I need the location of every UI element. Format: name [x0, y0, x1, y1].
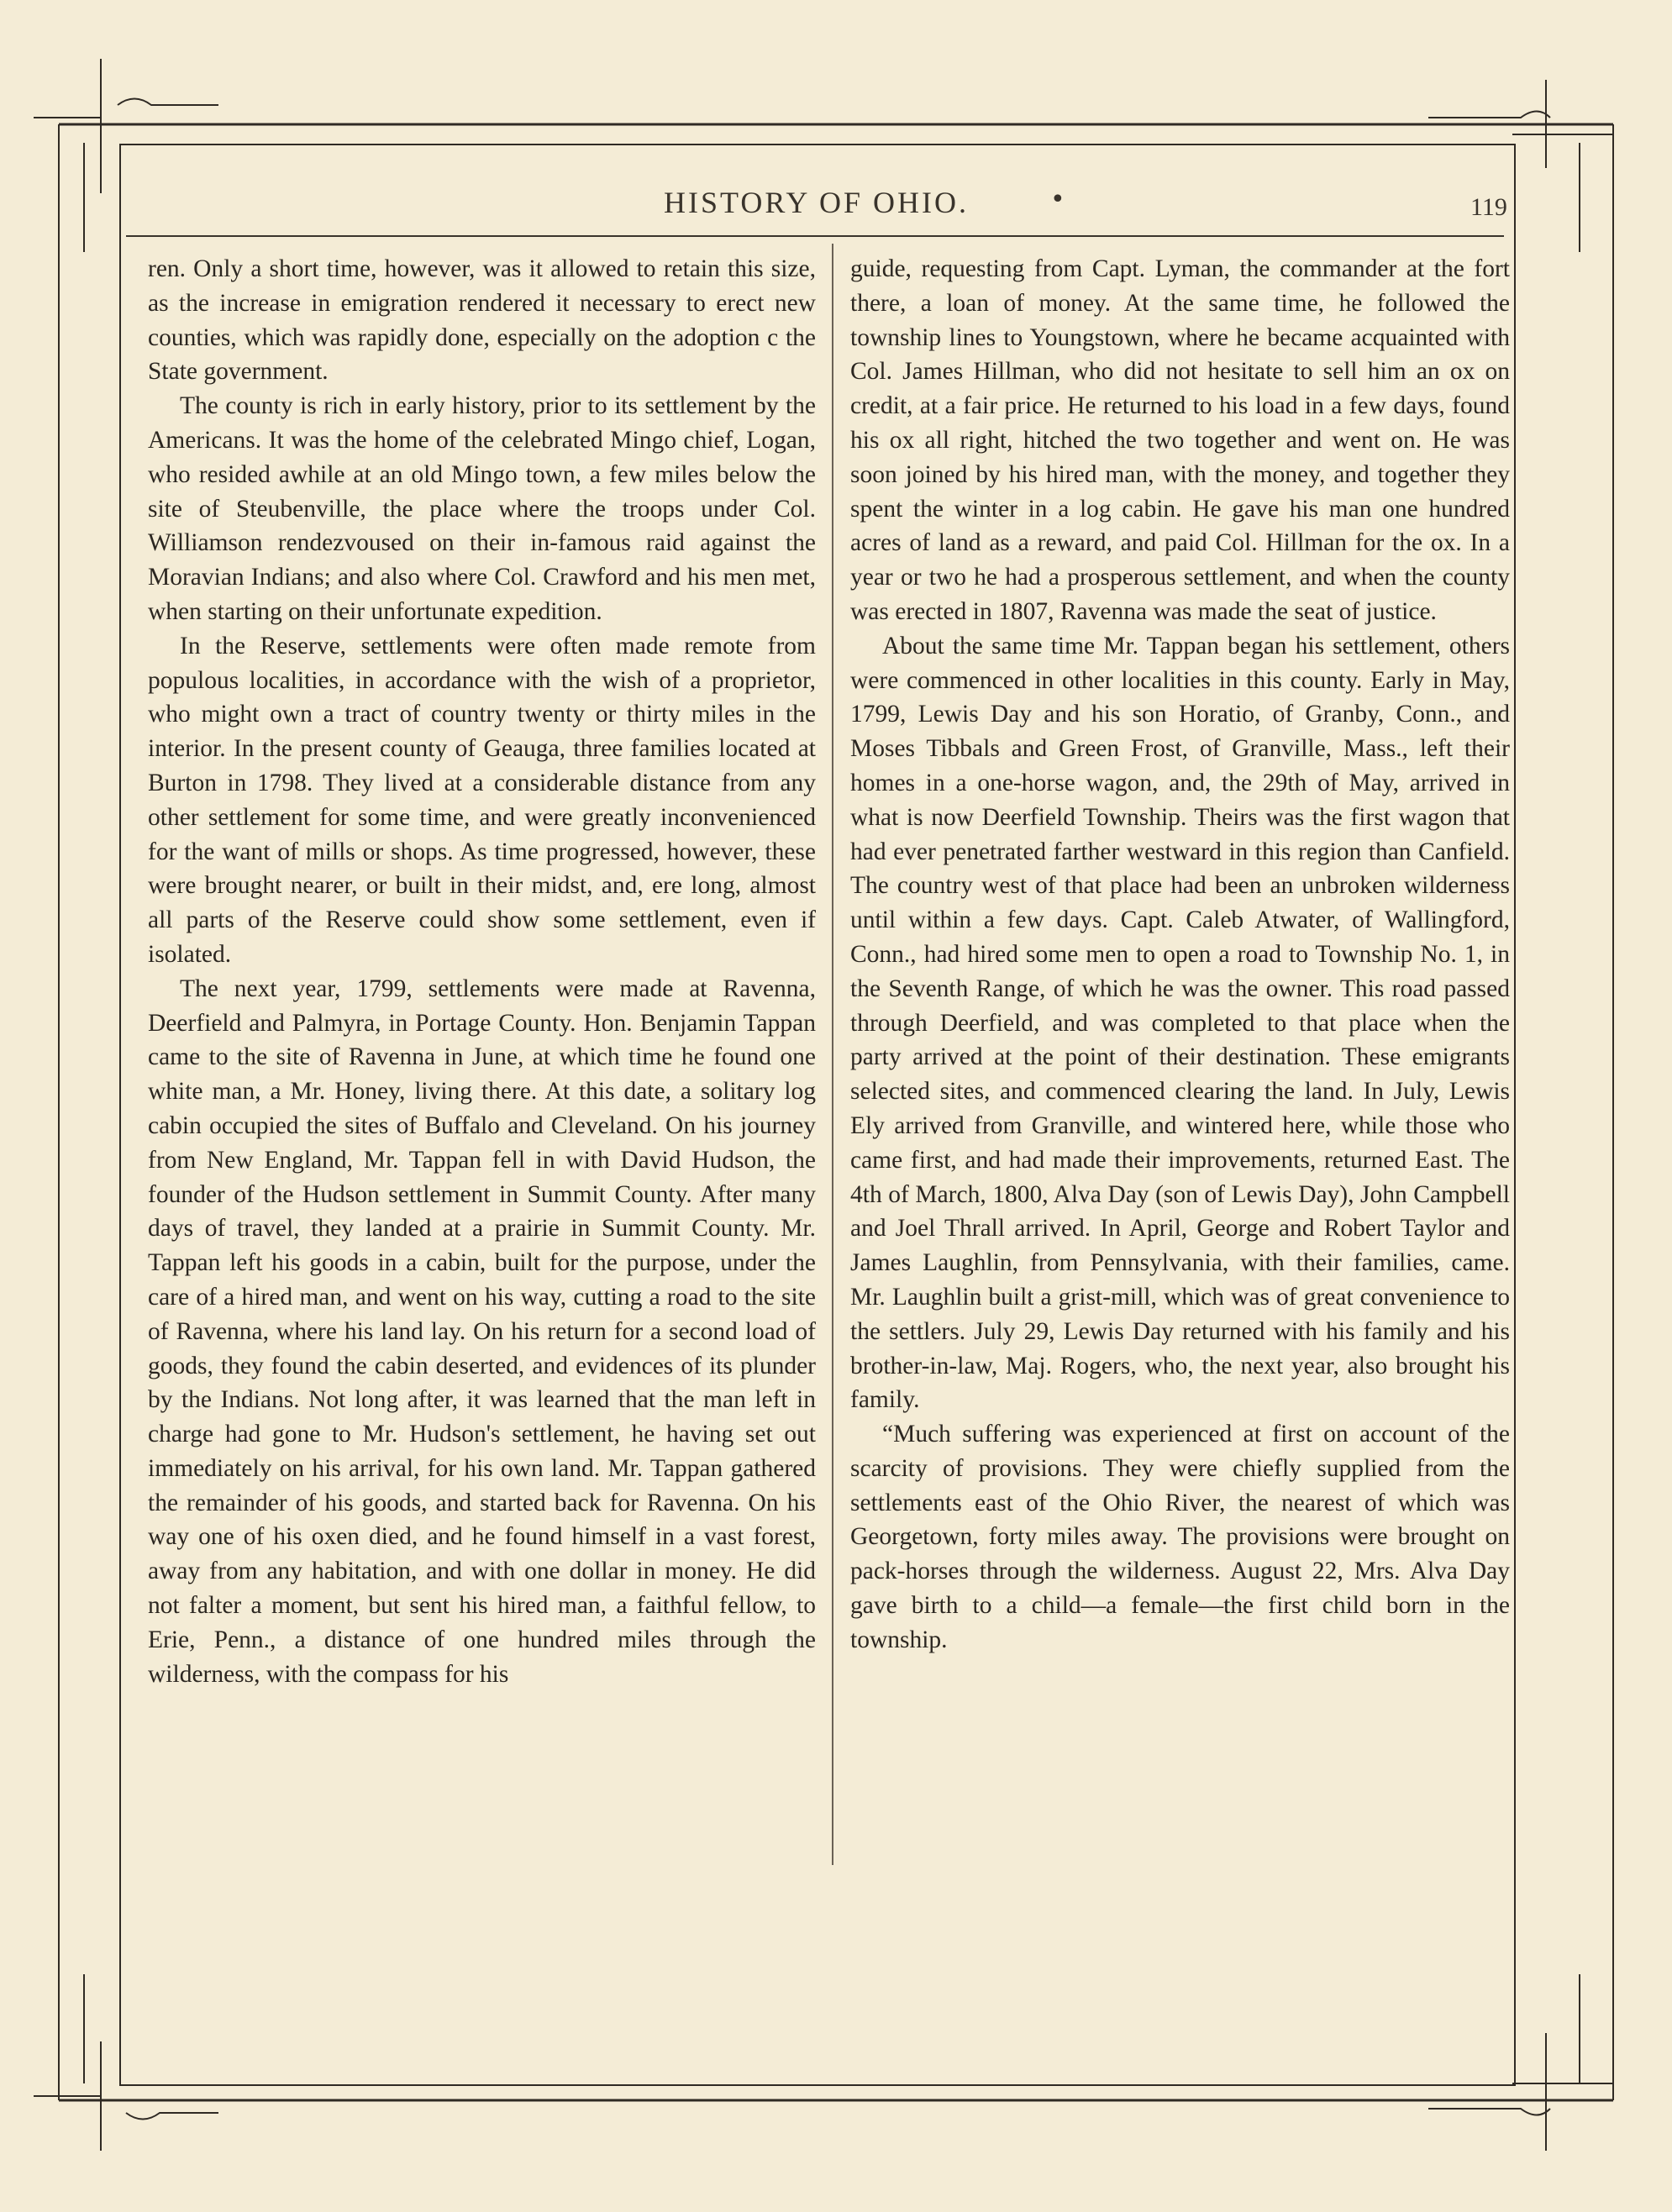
paragraph: About the same time Mr. Tappan began his settlement, others were commenced in other localities in this county. Early in May, 1799, Lewis Day and his son Horatio, of Granby, Conn., and Moses Tibbals and Green Frost, of Granville, Mass., left their homes in a one-horse wagon, and, the 29th of May, arrived in what is now Deerfield Township. Theirs was the first wagon that had ever penetrated farther westward in this region than Canfield. The country west of that place had been an unbroken wilderness until within a few days. Capt. Caleb Atwater, of Wallingford, Conn., had hired some men to open a road to Township No. 1, in the Seventh Range, of which he was the owner. This road passed through Deerfield, and was completed to that place when the party arrived at the point of their destination. These emigrants selected sites, and commenced clearing the land. In July, Lewis Ely arrived from Granville, and wintered here, while those who came first, and had made their improvements, returned East. The 4th of March, 1800, Alva Day (son of Lewis Day), John Campbell and Joel Thrall arrived. In April, George and Robert Taylor and James Laughlin, from Pennsylvania, with their families, came. Mr. Laughlin built a grist-mill, which was of great convenience to the settlers. July 29, Lewis Day returned with his family and his brother-in-law, Maj. Rogers, who, the next year, also brought his family. — [850, 632, 1510, 1414]
column-divider — [832, 244, 833, 1865]
paragraph: The county is rich in early history, prior to its settlement by the Americans. It was the home of the celebrated Mingo chief, Logan, who resided awhile at an old Mingo town, a few miles below the site of Steubenville, the place where the troops under Col. Williamson rendezvoused on their in-famous raid against the Moravian Indians; and also where Col. Crawford and his men met, when starting on their unfortunate expedition. — [148, 392, 816, 625]
paragraph: ren. Only a short time, however, was it allowed to retain this size, as the increase in emigration rendered it necessary to erect new counties, which was rapidly done, especially on the adoption c the State government. — [148, 255, 816, 386]
running-header — [126, 185, 1507, 235]
paragraph: “Much suffering was experienced at first on account of the scarcity of provisions. They were chiefly supplied from the settlements east of the Ohio River, the nearest of which was Georgetown, forty miles away. The provisions were brought on pack-horses through the wilderness. August 22, Mrs. Alva Day gave birth to a child—a female—the first child born in the township. — [850, 1421, 1510, 1653]
paragraph: In the Reserve, settlements were often made remote from populous localities, in accordance with the wish of a proprietor, who might own a tract of country twenty or thirty miles in the interior. In the present county of Geauga, three families located at Burton in 1798. They lived at a considerable distance from any other settlement for some time, and were greatly inconvenienced for the want of mills or shops. As time progressed, however, these were brought nearer, or built in their midst, and, ere long, almost all parts of the Reserve could show some settlement, even if isolated. — [148, 632, 816, 968]
left-column — [148, 252, 816, 1865]
page-number: 119 — [1470, 193, 1507, 221]
corner-flourish-bottom-right — [1512, 2033, 1613, 2151]
header-rule — [126, 235, 1504, 237]
header-bullet: • — [1050, 185, 1065, 214]
paragraph: The next year, 1799, settlements were made at Ravenna, Deerfield and Palmyra, in Portage County. Hon. Benjamin Tappan came to the site of Ravenna in June, at which time he found one white man, a Mr. Honey, living there. At this date, a solitary log cabin occupied the sites of Buffalo and Cleveland. On his journey from New England, Mr. Tappan fell in with David Hudson, the founder of the Hudson settlement in Summit County. After many days of travel, they landed at a prairie in Summit County. Mr. Tappan left his goods in a cabin, built for the purpose, under the care of a hired man, and went on his way, cutting a road to the site of Ravenna, where his land lay. On his return for a second load of goods, they found the cabin deserted, and evidences of its plunder by the Indians. Not long after, it was learned that the man left in charge had gone to Mr. Hudson's settlement, he having set out immediately on his arrival, for his own land. Mr. Tappan gathered the remainder of his goods, and started back for Ravenna. On his way one of his oxen died, and he found himself in a vast forest, away from any habitation, and with one dollar in money. He did not falter a moment, but sent his hired man, a faithful fellow, to Erie, Penn., a distance of one hundred miles through the wilderness, with the compass for his — [148, 975, 816, 1688]
right-column — [850, 252, 1510, 1865]
paragraph: guide, requesting from Capt. Lyman, the commander at the fort there, a loan of money. At the same time, he followed the township lines to Youngstown, where he became acquainted with Col. James Hillman, who did not hesitate to sell him an ox on credit, at a fair price. He returned to his load in a few days, found his ox all right, hitched the two together and went on. He was soon joined by his hired man, with the money, and together they spent the winter in a log cabin. He gave his man one hundred acres of land as a reward, and paid Col. Hillman for the ox. In a year or two he had a prosperous settlement, and when the county was erected in 1807, Ravenna was made the seat of justice. — [850, 255, 1510, 625]
corner-flourish-top-left — [34, 59, 101, 193]
corner-flourish-bottom-left — [34, 2041, 101, 2151]
page-title: HISTORY OF OHIO. — [664, 186, 970, 219]
